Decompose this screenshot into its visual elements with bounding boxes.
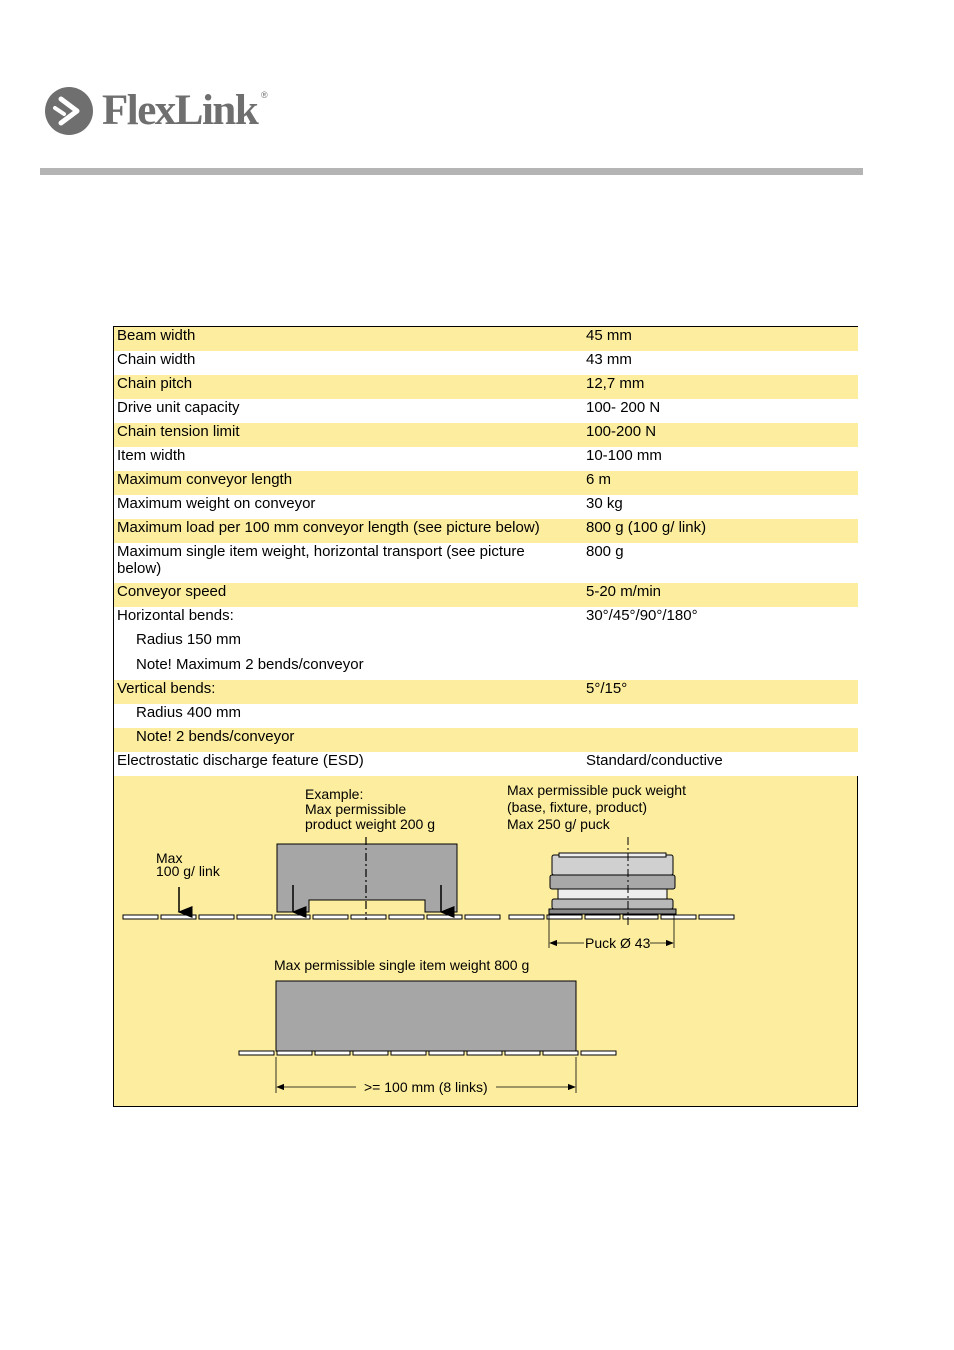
spec-row <box>114 543 858 583</box>
spec-label: Horizontal bends: <box>117 607 234 624</box>
spec-value: 800 g (100 g/ link) <box>586 519 707 536</box>
header-rule <box>40 168 863 175</box>
spec-panel <box>113 326 858 1107</box>
spec-row <box>114 495 858 519</box>
spec-row <box>114 447 858 471</box>
spec-value: 12,7 mm <box>586 375 645 392</box>
spec-row <box>114 423 858 447</box>
puck-drawing <box>549 853 676 914</box>
puck-diameter-label: Puck Ø 43 <box>585 935 651 951</box>
spec-value: 30°/45°/90°/180° <box>586 607 698 624</box>
spec-label: Maximum conveyor length <box>117 471 293 488</box>
spec-label: Vertical bends: <box>117 680 216 697</box>
spec-label: Item width <box>117 447 186 464</box>
spec-row <box>114 327 858 351</box>
spec-value: 100-200 N <box>586 423 657 440</box>
spec-label: Chain width <box>117 351 196 368</box>
spec-value: 5-20 m/min <box>586 583 662 600</box>
spec-label: Note! 2 bends/conveyor <box>136 728 295 745</box>
spec-row <box>114 351 858 375</box>
spec-label: Electrostatic discharge feature (ESD) <box>117 752 364 769</box>
spec-label: Chain pitch <box>117 375 193 392</box>
spec-row <box>114 583 858 607</box>
puck-weight-label: Max permissible puck weight (base, fixture, product) Max 250 g/ puck <box>507 782 686 832</box>
spec-row <box>114 399 858 423</box>
flexlink-logo-icon <box>44 86 94 136</box>
spec-value: 800 g <box>586 543 624 560</box>
spec-row <box>114 656 858 680</box>
spec-row <box>114 752 858 776</box>
spec-value: 45 mm <box>586 327 632 344</box>
example-product <box>277 844 457 912</box>
example-label: Example: Max permissible product weight 200 g <box>305 786 435 832</box>
spec-value: 30 kg <box>586 495 623 512</box>
max-link-label: Max 100 g/ link <box>156 850 220 879</box>
spec-label: Radius 400 mm <box>136 704 242 721</box>
spec-table <box>114 327 858 776</box>
load-diagram-art <box>114 775 858 1107</box>
spec-label: Drive unit capacity <box>117 399 240 416</box>
spec-label: Maximum load per 100 mm conveyor length (see picture below) <box>117 519 540 536</box>
spec-value: 100- 200 N <box>586 399 661 416</box>
spec-value: 10-100 mm <box>586 447 662 464</box>
spec-label: Note! Maximum 2 bends/conveyor <box>136 656 364 673</box>
upper-chain-links <box>123 915 734 919</box>
single-item-product <box>276 981 576 1051</box>
spec-row <box>114 680 858 704</box>
spec-label: Radius 150 mm <box>136 631 242 648</box>
length-dimension-label: >= 100 mm (8 links) <box>364 1079 488 1095</box>
lower-chain-links <box>239 1051 616 1055</box>
spec-row <box>114 728 858 752</box>
spec-value: 5°/15° <box>586 680 628 697</box>
spec-label: Chain tension limit <box>117 423 240 440</box>
brand-name: FlexLink <box>102 87 258 134</box>
brand-logo <box>44 84 284 140</box>
spec-row <box>114 607 858 631</box>
spec-row <box>114 375 858 399</box>
spec-label: Maximum weight on conveyor <box>117 495 316 512</box>
spec-label: Conveyor speed <box>117 583 227 600</box>
spec-row <box>114 631 858 656</box>
registered-mark: ® <box>261 90 268 100</box>
load-diagram <box>114 775 858 1107</box>
spec-value: 6 m <box>586 471 612 488</box>
spec-row <box>114 704 858 728</box>
spec-value: Standard/conductive <box>586 752 723 769</box>
single-item-label: Max permissible single item weight 800 g <box>274 957 530 973</box>
spec-label: Beam width <box>117 327 196 344</box>
spec-value: 43 mm <box>586 351 632 368</box>
spec-row <box>114 471 858 495</box>
spec-row <box>114 519 858 543</box>
spec-label: Maximum single item weight, horizontal transport (see picture below) <box>117 543 525 577</box>
